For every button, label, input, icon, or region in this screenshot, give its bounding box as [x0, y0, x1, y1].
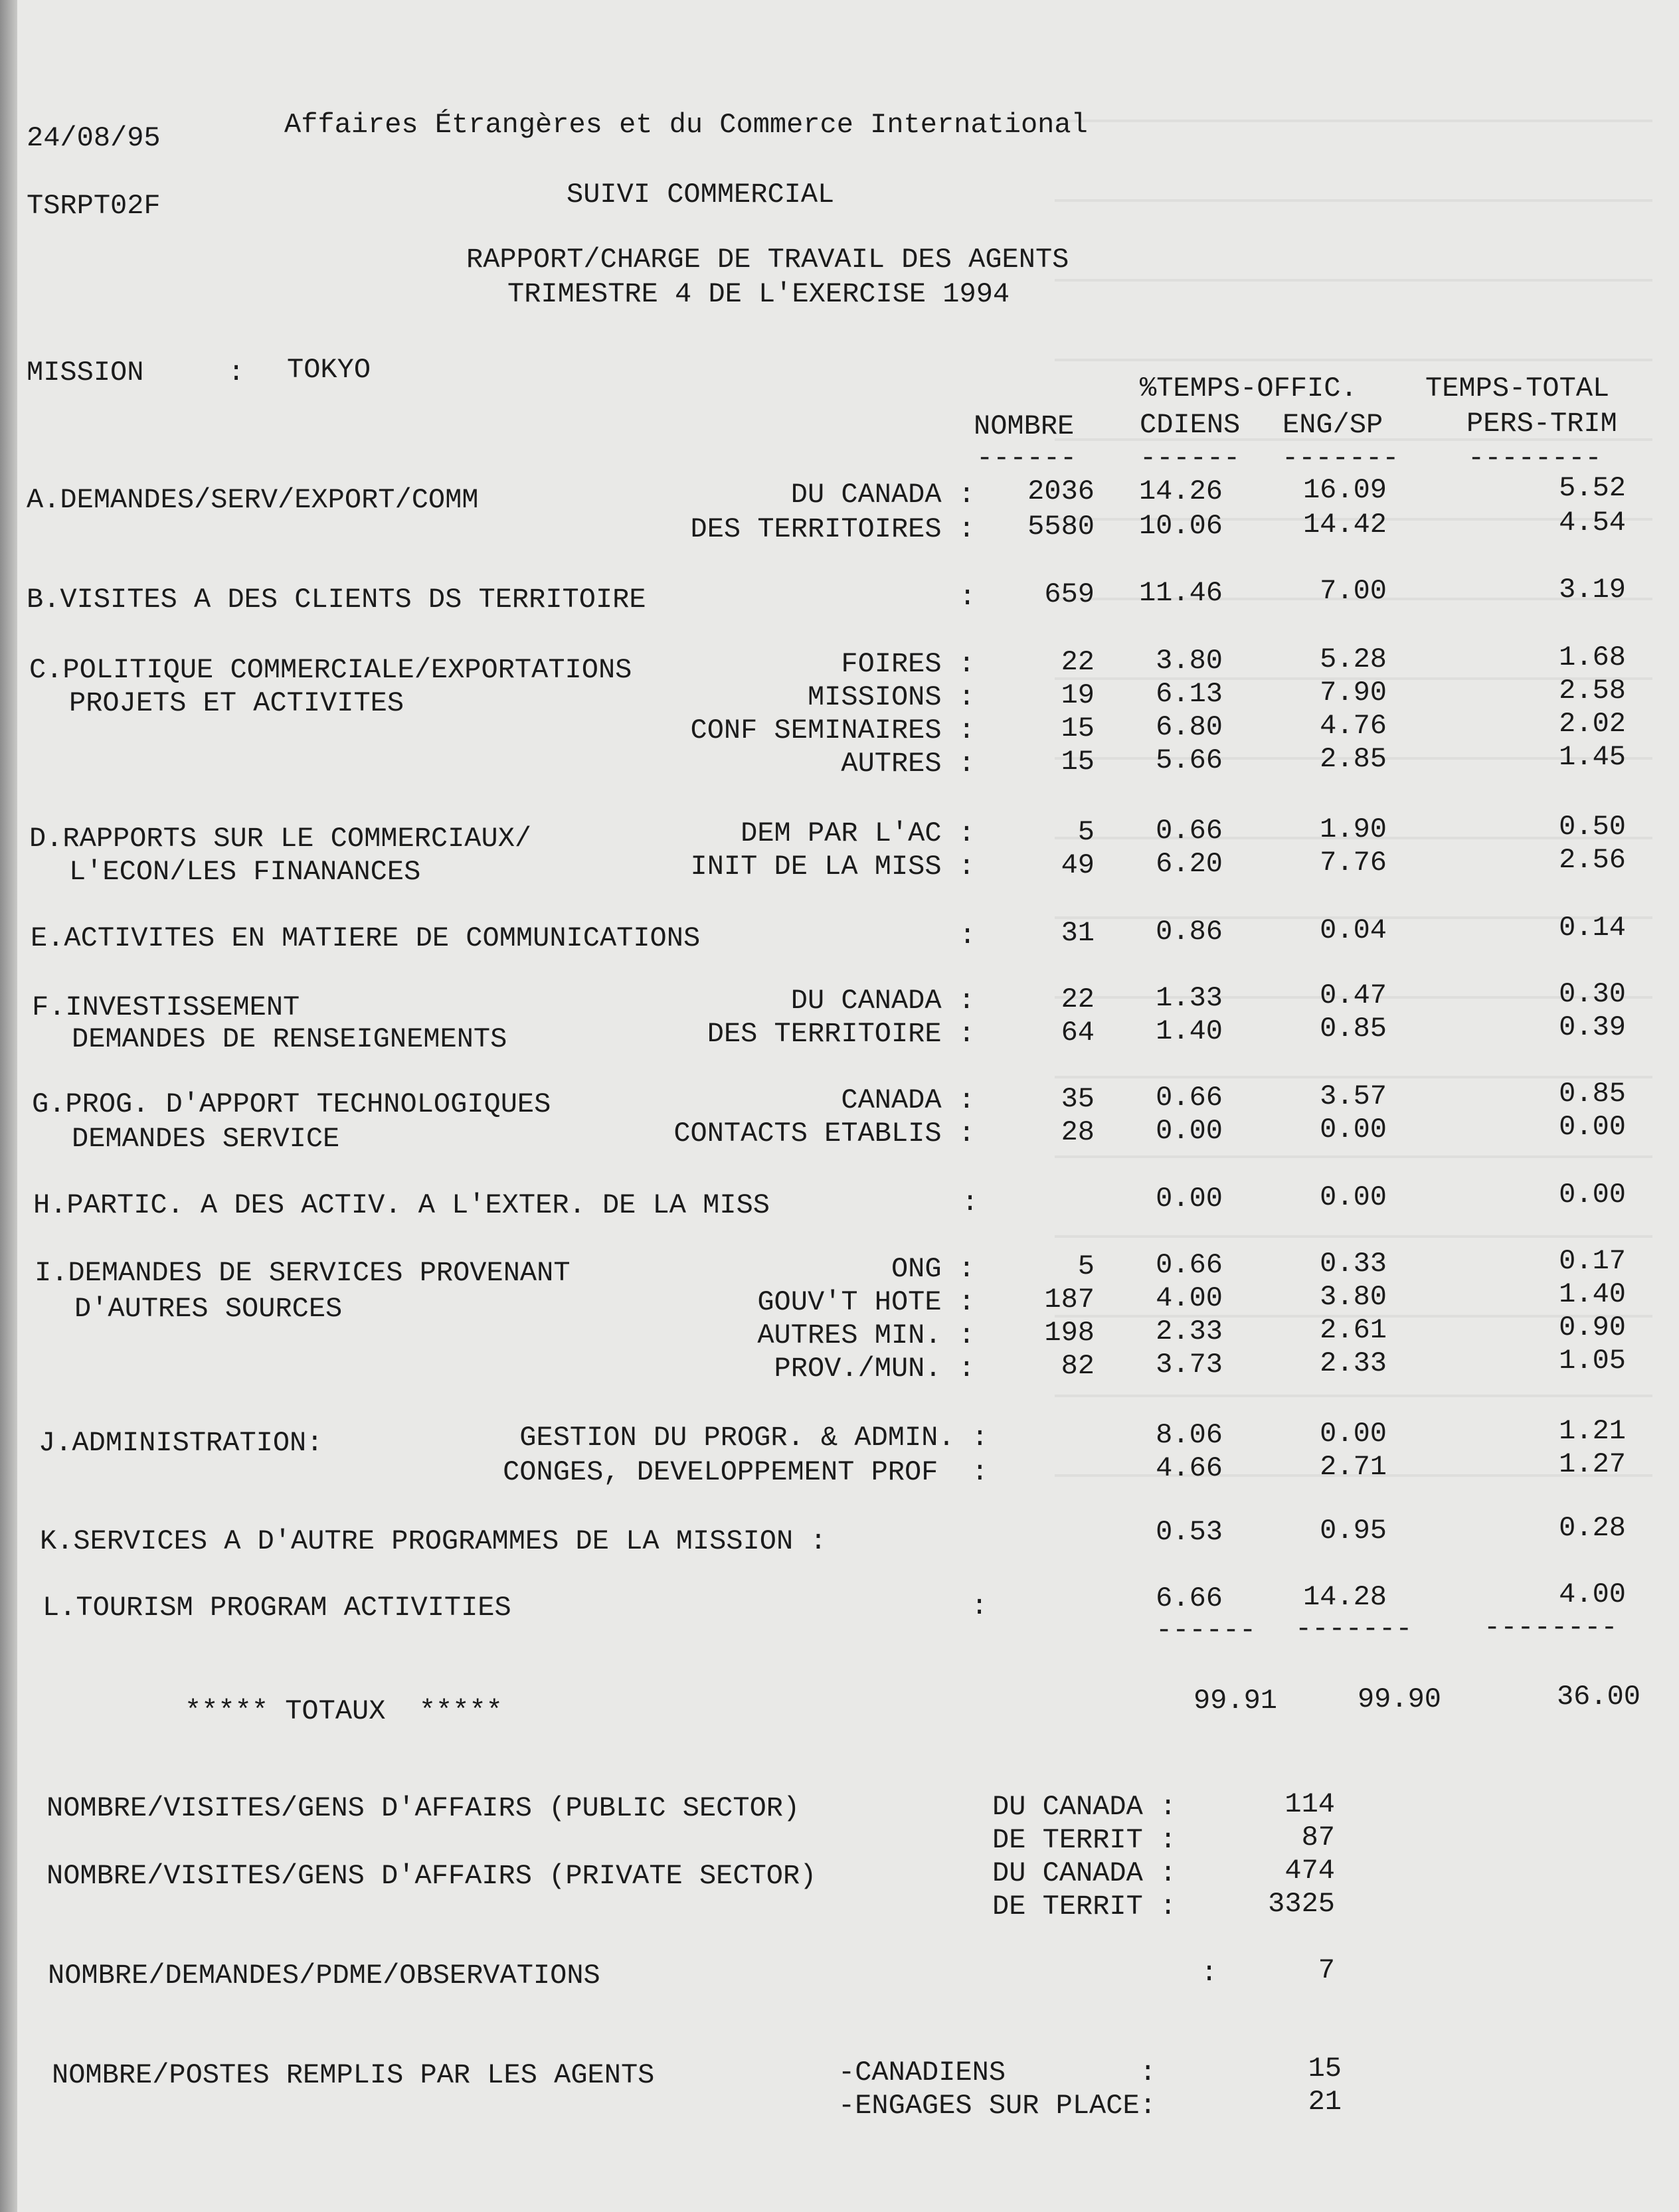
section-f-row2-label: DES TERRITOIRE : — [707, 1018, 975, 1050]
section-g-row2-engsp: 0.00 — [1320, 1114, 1387, 1146]
section-d-row2-pers: 2.56 — [1559, 844, 1626, 876]
section-c-row4-label: AUTRES : — [841, 748, 975, 780]
pdme-value: 7 — [1318, 1954, 1335, 1986]
section-e-title: E.ACTIVITES EN MATIERE DE COMMUNICATIONS — [31, 922, 701, 954]
col-perstrim: PERS-TRIM — [1466, 408, 1617, 440]
department-name: Affaires Étrangères et du Commerce International — [284, 109, 1088, 141]
section-i-row3-label: AUTRES MIN. : — [757, 1319, 975, 1351]
section-c-title1: C.POLITIQUE COMMERCIALE/EXPORTATIONS — [29, 654, 632, 686]
section-f-row1-engsp: 0.47 — [1320, 979, 1387, 1011]
section-a-row1-cdiens: 14.26 — [1138, 475, 1223, 507]
section-b-pers: 3.19 — [1559, 574, 1626, 606]
section-l-cdiens: 6.66 — [1156, 1582, 1223, 1614]
section-f-row1-nombre: 22 — [1061, 983, 1095, 1015]
section-c-row2-label: MISSIONS : — [807, 681, 975, 713]
section-a-row2-cdiens: 10.06 — [1138, 510, 1223, 542]
section-d-row2-label: INIT DE LA MISS : — [690, 851, 975, 883]
section-b-colon: : — [959, 581, 976, 613]
section-i-row3-nombre: 198 — [1044, 1317, 1095, 1349]
section-g-row1-pers: 0.85 — [1559, 1078, 1626, 1110]
mission-colon: : — [228, 357, 245, 388]
section-i-row4-cdiens: 3.73 — [1156, 1349, 1223, 1381]
postes-row2-label: -ENGAGES SUR PLACE: — [838, 2090, 1156, 2122]
section-i-row4-pers: 1.05 — [1559, 1345, 1626, 1377]
section-l-pers: 4.00 — [1559, 1578, 1626, 1610]
section-i-row4-label: PROV./MUN. : — [774, 1353, 975, 1385]
section-d-title2: L'ECON/LES FINANANCES — [69, 856, 421, 888]
col-engsp-rule: ------- — [1282, 442, 1399, 474]
section-f-row2-engsp: 0.85 — [1320, 1013, 1387, 1045]
visits-public-row1-label: DU CANADA : — [992, 1791, 1177, 1823]
visits-public-row2-label: DE TERRIT : — [992, 1824, 1177, 1856]
totals-pers: 36.00 — [1556, 1681, 1640, 1713]
section-d-row1-nombre: 5 — [1077, 816, 1095, 848]
section-l-colon: : — [971, 1590, 988, 1622]
col-engsp: ENG/SP — [1282, 409, 1383, 441]
section-d-row2-nombre: 49 — [1061, 849, 1095, 881]
section-h-colon: : — [962, 1187, 979, 1219]
section-c-row1-label: FOIRES : — [841, 648, 975, 680]
section-k-pers: 0.28 — [1559, 1512, 1626, 1544]
scan-edge-shadow — [0, 0, 17, 2212]
section-j-row2-cdiens: 4.66 — [1156, 1452, 1223, 1484]
section-g-title1: G.PROG. D'APPORT TECHNOLOGIQUES — [32, 1088, 551, 1120]
section-i-row1-engsp: 0.33 — [1320, 1248, 1387, 1280]
section-i-row1-pers: 0.17 — [1559, 1245, 1626, 1277]
report-title-line2: TRIMESTRE 4 DE L'EXERCISE 1994 — [507, 278, 1010, 310]
section-c-row1-pers: 1.68 — [1559, 641, 1626, 673]
postes-row2-value: 21 — [1308, 2086, 1342, 2118]
section-f-row2-cdiens: 1.40 — [1156, 1015, 1223, 1047]
mission-value: TOKYO — [287, 354, 371, 386]
section-a-row1-nombre: 2036 — [1027, 475, 1095, 507]
section-d-row1-engsp: 1.90 — [1320, 813, 1387, 845]
section-j-title: J.ADMINISTRATION: — [39, 1427, 323, 1459]
section-g-row2-cdiens: 0.00 — [1156, 1115, 1223, 1147]
section-i-row2-pers: 1.40 — [1559, 1278, 1626, 1310]
mission-label: MISSION — [27, 357, 144, 388]
section-i-row3-cdiens: 2.33 — [1156, 1316, 1223, 1347]
section-h-cdiens: 0.00 — [1156, 1183, 1223, 1215]
section-c-row1-cdiens: 3.80 — [1156, 645, 1223, 677]
section-a-row2-engsp: 14.42 — [1302, 509, 1387, 541]
section-f-row1-label: DU CANADA : — [790, 985, 975, 1017]
section-d-row2-engsp: 7.76 — [1320, 847, 1387, 879]
section-c-row3-label: CONF SEMINAIRES : — [690, 715, 975, 746]
section-f-row2-pers: 0.39 — [1559, 1011, 1626, 1043]
section-a-title: A.DEMANDES/SERV/EXPORT/COMM — [27, 484, 479, 516]
section-a-row2-nombre: 5580 — [1027, 511, 1095, 543]
section-k-engsp: 0.95 — [1320, 1515, 1387, 1547]
section-l-engsp: 14.28 — [1302, 1581, 1387, 1613]
totals-label: ***** TOTAUX ***** — [185, 1695, 503, 1727]
section-j-row1-cdiens: 8.06 — [1156, 1419, 1223, 1451]
section-b-cdiens: 11.46 — [1138, 577, 1223, 609]
totals-engsp: 99.90 — [1357, 1683, 1441, 1715]
section-g-row1-cdiens: 0.66 — [1156, 1082, 1223, 1114]
section-a-row1-pers: 5.52 — [1559, 472, 1626, 504]
postes-row1-value: 15 — [1308, 2053, 1342, 2084]
section-e-colon: : — [959, 920, 976, 952]
section-d-row1-label: DEM PAR L'AC : — [741, 817, 975, 849]
col-cdiens-rule: ------ — [1140, 442, 1241, 474]
total-engsp-rule: ------- — [1295, 1613, 1413, 1645]
section-h-pers: 0.00 — [1559, 1179, 1626, 1211]
postes-row1-label: -CANADIENS : — [838, 2057, 1156, 2088]
visits-public-row2-value: 87 — [1301, 1822, 1335, 1853]
section-l-title: L.TOURISM PROGRAM ACTIVITIES — [43, 1592, 511, 1624]
section-e-nombre: 31 — [1061, 917, 1095, 949]
section-c-row1-engsp: 5.28 — [1320, 643, 1387, 675]
section-i-row1-label: ONG : — [891, 1253, 975, 1285]
section-g-row1-engsp: 3.57 — [1320, 1080, 1387, 1112]
section-g-row2-nombre: 28 — [1061, 1116, 1095, 1148]
section-f-title1: F.INVESTISSEMENT — [32, 991, 300, 1023]
col-nombre-rule: ------ — [976, 442, 1077, 474]
visits-private-row1-value: 474 — [1284, 1855, 1335, 1887]
section-j-row1-pers: 1.21 — [1559, 1415, 1626, 1447]
section-k-cdiens: 0.53 — [1156, 1516, 1223, 1548]
report-subtitle: SUIVI COMMERCIAL — [567, 179, 835, 211]
section-a-row1-engsp: 16.09 — [1302, 474, 1387, 506]
report-title-line1: RAPPORT/CHARGE DE TRAVAIL DES AGENTS — [466, 244, 1069, 276]
section-i-row4-nombre: 82 — [1061, 1350, 1095, 1382]
section-c-row4-nombre: 15 — [1061, 746, 1095, 778]
visits-private-label: NOMBRE/VISITES/GENS D'AFFAIRS (PRIVATE SECTOR) — [46, 1860, 817, 1892]
pdme-label: NOMBRE/DEMANDES/PDME/OBSERVATIONS — [48, 1960, 600, 1992]
col-nombre: NOMBRE — [974, 410, 1075, 442]
section-i-title1: I.DEMANDES DE SERVICES PROVENANT — [35, 1257, 571, 1289]
section-b-title: B.VISITES A DES CLIENTS DS TERRITOIRE — [27, 584, 646, 616]
section-g-row2-label: CONTACTS ETABLIS : — [673, 1118, 975, 1149]
report-code: TSRPT02F — [27, 190, 161, 222]
visits-public-row1-value: 114 — [1284, 1788, 1335, 1820]
section-i-title2: D'AUTRES SOURCES — [74, 1293, 343, 1325]
section-i-row3-pers: 0.90 — [1559, 1312, 1626, 1343]
section-f-row1-cdiens: 1.33 — [1156, 982, 1223, 1014]
section-j-row2-label: CONGES, DEVELOPPEMENT PROF : — [503, 1456, 988, 1488]
section-i-row2-label: GOUV'T HOTE : — [757, 1286, 975, 1318]
section-c-row2-cdiens: 6.13 — [1156, 678, 1223, 710]
section-d-title1: D.RAPPORTS SUR LE COMMERCIAUX/ — [29, 823, 532, 855]
col-group-pct: %TEMPS-OFFIC. — [1140, 373, 1358, 404]
section-b-engsp: 7.00 — [1320, 575, 1387, 607]
section-k-title: K.SERVICES A D'AUTRE PROGRAMMES DE LA MISSION : — [40, 1525, 827, 1557]
postes-label: NOMBRE/POSTES REMPLIS PAR LES AGENTS — [52, 2059, 655, 2091]
section-i-row1-nombre: 5 — [1077, 1250, 1095, 1282]
section-a-row2-label: DES TERRITOIRES : — [690, 513, 975, 545]
col-group-total: TEMPS-TOTAL — [1425, 373, 1610, 404]
section-j-row1-label: GESTION DU PROGR. & ADMIN. : — [519, 1422, 988, 1454]
section-h-title: H.PARTIC. A DES ACTIV. A L'EXTER. DE LA MISS — [33, 1189, 770, 1221]
section-e-cdiens: 0.86 — [1156, 916, 1223, 948]
section-d-row1-cdiens: 0.66 — [1156, 815, 1223, 847]
section-e-pers: 0.14 — [1559, 912, 1626, 944]
total-cdiens-rule: ------ — [1156, 1614, 1257, 1646]
section-c-row3-engsp: 4.76 — [1320, 710, 1387, 742]
section-d-row2-cdiens: 6.20 — [1156, 848, 1223, 880]
section-i-row4-engsp: 2.33 — [1320, 1347, 1387, 1379]
section-h-engsp: 0.00 — [1320, 1181, 1387, 1213]
section-c-row4-cdiens: 5.66 — [1156, 744, 1223, 776]
section-i-row2-nombre: 187 — [1044, 1284, 1095, 1316]
section-j-row2-engsp: 2.71 — [1320, 1451, 1387, 1483]
section-g-row2-pers: 0.00 — [1559, 1111, 1626, 1143]
total-pers-rule: -------- — [1484, 1612, 1618, 1644]
totals-cdiens: 99.91 — [1193, 1685, 1277, 1717]
report-date: 24/08/95 — [27, 122, 161, 154]
section-f-row2-nombre: 64 — [1061, 1017, 1095, 1049]
visits-private-row1-label: DU CANADA : — [992, 1857, 1177, 1889]
section-i-row2-cdiens: 4.00 — [1156, 1282, 1223, 1314]
section-c-row3-pers: 2.02 — [1559, 708, 1626, 740]
section-c-row1-nombre: 22 — [1061, 646, 1095, 678]
col-cdiens: CDIENS — [1140, 409, 1241, 441]
visits-public-label: NOMBRE/VISITES/GENS D'AFFAIRS (PUBLIC SECTOR) — [46, 1792, 800, 1824]
section-g-title2: DEMANDES SERVICE — [72, 1123, 340, 1155]
pdme-colon: : — [1201, 1957, 1218, 1989]
section-c-row3-cdiens: 6.80 — [1156, 711, 1223, 743]
visits-private-row2-value: 3325 — [1268, 1888, 1335, 1920]
section-i-row1-cdiens: 0.66 — [1156, 1249, 1223, 1281]
section-a-row2-pers: 4.54 — [1559, 507, 1626, 539]
section-f-title2: DEMANDES DE RENSEIGNEMENTS — [72, 1023, 507, 1055]
section-a-row1-label: DU CANADA : — [790, 479, 975, 511]
section-j-row1-engsp: 0.00 — [1320, 1418, 1387, 1450]
section-e-engsp: 0.04 — [1320, 914, 1387, 946]
section-b-nombre: 659 — [1044, 578, 1095, 610]
section-d-row1-pers: 0.50 — [1559, 811, 1626, 843]
section-c-row4-pers: 1.45 — [1559, 741, 1626, 773]
section-c-row2-nombre: 19 — [1061, 679, 1095, 711]
section-c-row2-pers: 2.58 — [1559, 675, 1626, 707]
section-g-row1-nombre: 35 — [1061, 1083, 1095, 1115]
section-c-row2-engsp: 7.90 — [1320, 677, 1387, 709]
section-j-row2-pers: 1.27 — [1559, 1448, 1626, 1480]
section-c-row4-engsp: 2.85 — [1320, 743, 1387, 775]
col-perstrim-rule: -------- — [1468, 442, 1602, 474]
section-i-row3-engsp: 2.61 — [1320, 1314, 1387, 1346]
section-i-row2-engsp: 3.80 — [1320, 1281, 1387, 1313]
section-f-row1-pers: 0.30 — [1559, 978, 1626, 1010]
section-g-row1-label: CANADA : — [841, 1084, 975, 1116]
visits-private-row2-label: DE TERRIT : — [992, 1891, 1177, 1922]
section-c-title2: PROJETS ET ACTIVITES — [69, 687, 404, 719]
section-c-row3-nombre: 15 — [1061, 713, 1095, 744]
